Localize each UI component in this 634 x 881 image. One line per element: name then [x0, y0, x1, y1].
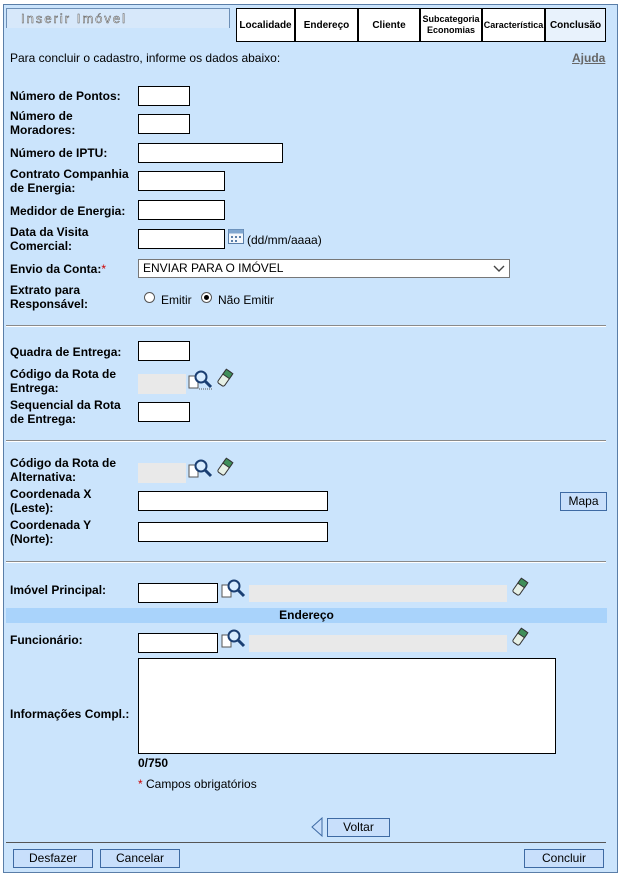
- required-note: [138, 777, 257, 791]
- contrato-energia-input[interactable]: [138, 171, 225, 191]
- required-star: *: [101, 262, 107, 276]
- imovel-principal-input[interactable]: [138, 583, 218, 603]
- tab-cliente[interactable]: Cliente: [358, 8, 420, 42]
- concluir-button[interactable]: Concluir: [524, 849, 604, 868]
- tab-subcategoria-economias[interactable]: Subcategoria Economias: [420, 8, 482, 42]
- search-icon[interactable]: [221, 627, 247, 649]
- char-counter: 0/750: [138, 756, 169, 770]
- radio-nao-emitir[interactable]: [201, 292, 212, 303]
- informacoes-compl-textarea[interactable]: [138, 658, 556, 754]
- tab-endereco[interactable]: Endereço: [295, 8, 358, 42]
- numero-moradores-input[interactable]: [138, 114, 190, 134]
- cancelar-button[interactable]: Cancelar: [100, 849, 180, 868]
- required-star: *: [138, 777, 143, 791]
- coordenada-x-input[interactable]: [138, 491, 328, 511]
- imovel-principal-label: Imóvel Principal:: [10, 583, 107, 597]
- chevron-down-icon: [493, 260, 505, 277]
- search-icon[interactable]: [221, 577, 247, 599]
- quadra-entrega-input[interactable]: [138, 341, 190, 361]
- tab-conclusao[interactable]: Conclusão: [545, 8, 606, 42]
- tab-caracteristica[interactable]: Característica: [482, 8, 545, 42]
- tab-localidade[interactable]: Localidade: [236, 8, 295, 42]
- page-title: Inserir Imóvel: [21, 11, 128, 26]
- divider: [6, 440, 606, 442]
- eraser-icon[interactable]: [511, 627, 529, 647]
- coordenada-y-input[interactable]: [138, 522, 328, 542]
- imovel-principal-description: [249, 585, 507, 602]
- section-endereco-header: Endereço: [6, 608, 607, 623]
- date-format-hint: (dd/mm/aaaa): [247, 233, 322, 247]
- envio-conta-label: Envio da Conta:: [10, 262, 102, 276]
- data-visita-input[interactable]: [138, 229, 225, 249]
- codigo-rota-alternativa-input[interactable]: [138, 463, 186, 483]
- codigo-rota-alternativa-label: Código da Rota de Alternativa:: [10, 456, 116, 484]
- voltar-button[interactable]: Voltar: [327, 818, 390, 837]
- medidor-energia-input[interactable]: [138, 200, 225, 220]
- divider: [6, 842, 606, 843]
- numero-iptu-label: Número de IPTU:: [10, 146, 108, 160]
- numero-iptu-input[interactable]: [138, 143, 283, 163]
- medidor-energia-label: Medidor de Energia:: [10, 204, 126, 218]
- arrow-left-icon[interactable]: [311, 817, 323, 837]
- envio-conta-label-wrap: [10, 262, 106, 276]
- instructions-text: Para concluir o cadastro, informe os dados abaixo:: [10, 51, 281, 65]
- quadra-entrega-label: Quadra de Entrega:: [10, 345, 122, 359]
- help-link[interactable]: Ajuda: [572, 51, 606, 65]
- search-icon[interactable]: [188, 368, 214, 390]
- eraser-icon[interactable]: [511, 577, 529, 597]
- eraser-icon[interactable]: [216, 457, 234, 477]
- divider: [6, 561, 606, 563]
- calendar-icon[interactable]: [228, 229, 244, 244]
- sequencial-rota-label: Sequencial da Rota de Entrega:: [10, 398, 121, 426]
- funcionario-description: [249, 635, 507, 652]
- required-note-text: Campos obrigatórios: [146, 777, 257, 791]
- informacoes-compl-label: Informações Compl.:: [10, 707, 130, 721]
- desfazer-button[interactable]: Desfazer: [13, 849, 93, 868]
- contrato-energia-label: Contrato Companhia de Energia:: [10, 167, 129, 195]
- numero-pontos-label: Número de Pontos:: [10, 89, 121, 103]
- codigo-rota-entrega-input[interactable]: [138, 374, 186, 394]
- envio-conta-select[interactable]: [138, 259, 510, 278]
- numero-moradores-label: Número de Moradores:: [10, 109, 76, 137]
- mapa-button[interactable]: Mapa: [560, 492, 607, 511]
- radio-emitir-label: Emitir: [161, 293, 192, 307]
- coordenada-x-label: Coordenada X (Leste):: [10, 487, 92, 515]
- envio-conta-selected: ENVIAR PARA O IMÓVEL: [143, 261, 284, 275]
- funcionario-input[interactable]: [138, 633, 218, 653]
- coordenada-y-label: Coordenada Y (Norte):: [10, 518, 91, 546]
- radio-emitir[interactable]: [144, 292, 155, 303]
- extrato-label: Extrato para Responsável:: [10, 283, 89, 311]
- eraser-icon[interactable]: [216, 368, 234, 388]
- funcionario-label: Funcionário:: [10, 633, 83, 647]
- search-icon[interactable]: [188, 457, 214, 479]
- data-visita-label: Data da Visita Comercial:: [10, 225, 89, 253]
- title-tab: [6, 8, 230, 28]
- radio-nao-emitir-label: Não Emitir: [218, 293, 275, 307]
- sequencial-rota-input[interactable]: [138, 402, 190, 422]
- numero-pontos-input[interactable]: [138, 86, 190, 106]
- divider: [6, 325, 606, 327]
- codigo-rota-entrega-label: Código da Rota de Entrega:: [10, 367, 116, 395]
